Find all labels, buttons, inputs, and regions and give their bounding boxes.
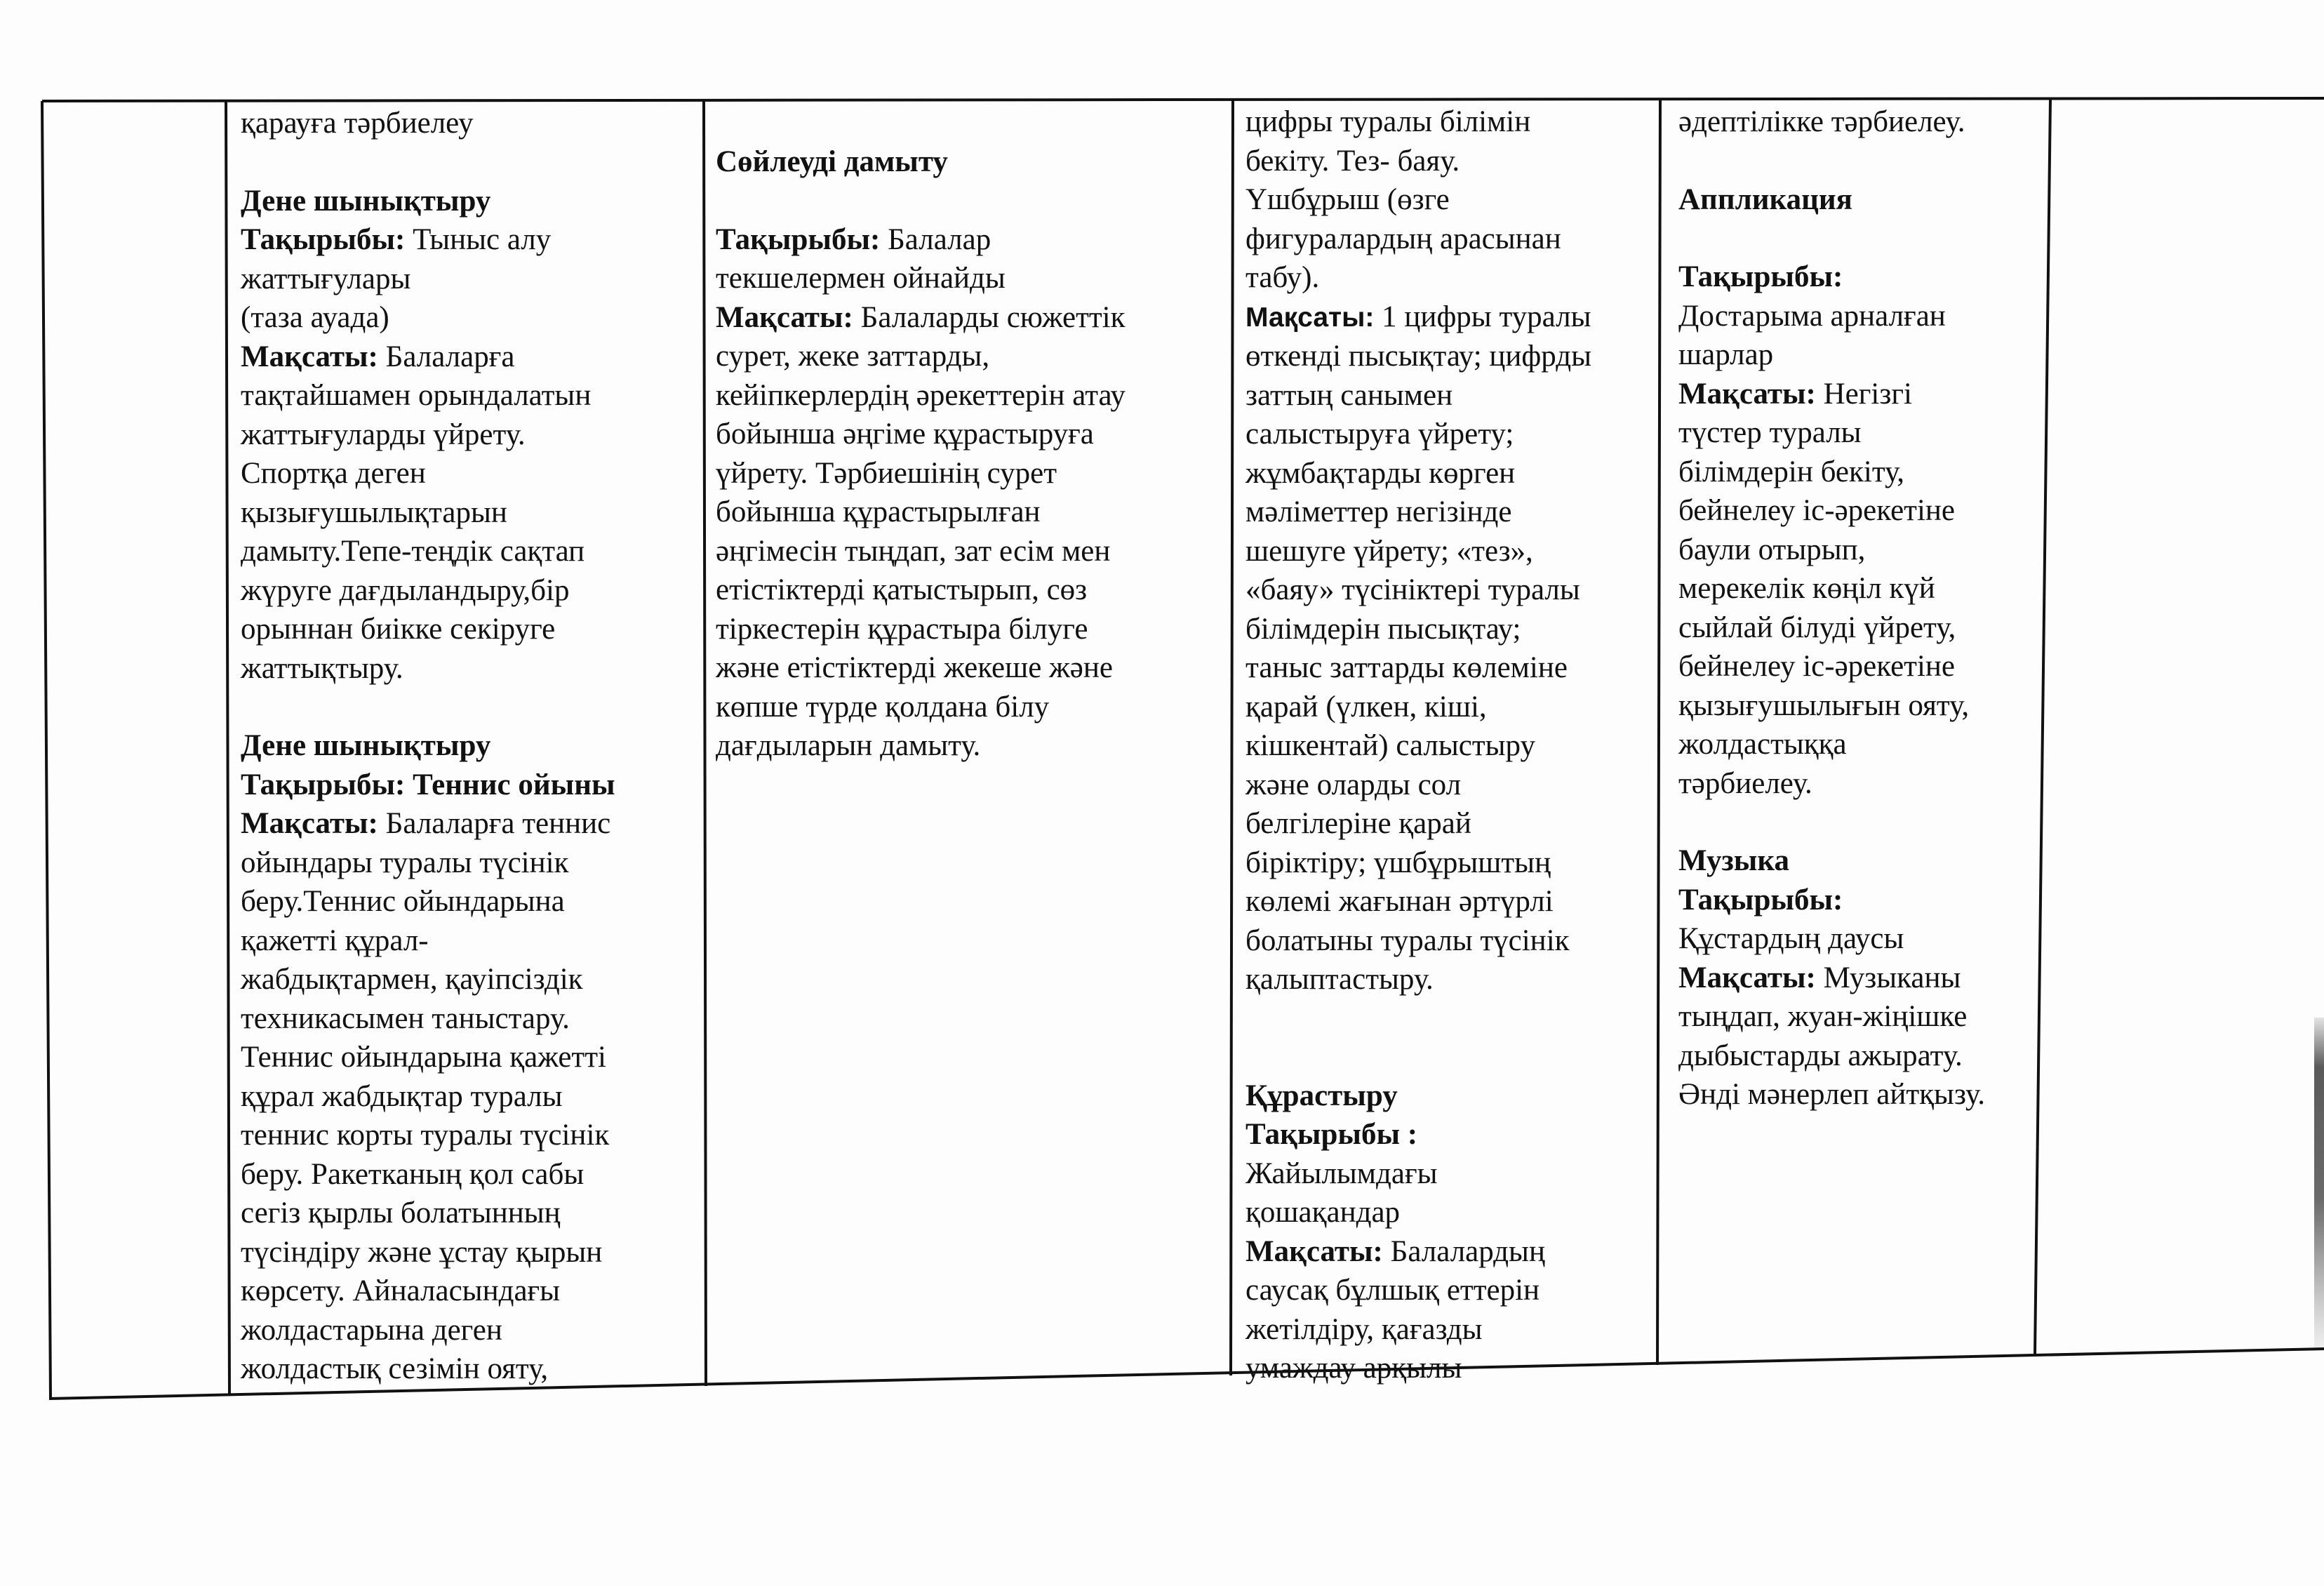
body-text: жолдастарына деген bbox=[241, 1313, 502, 1347]
body-text: текшелермен ойнайды bbox=[716, 262, 1006, 295]
body-text: сегіз қырлы болатынның bbox=[241, 1197, 561, 1230]
body-text: фигуралардың арасынан bbox=[1246, 222, 1561, 255]
bold-label: Музыка bbox=[1678, 844, 1789, 877]
text-line bbox=[716, 259, 1221, 298]
text-line bbox=[1678, 959, 2036, 998]
body-text: беру. Ракетканың қол сабы bbox=[241, 1157, 585, 1191]
body-text: бейнелеу іс-әрекетіне bbox=[1678, 650, 1955, 683]
body-text: қажетті құрал- bbox=[241, 924, 429, 957]
text-line bbox=[241, 804, 697, 844]
body-text: жаттығуларды үйрету. bbox=[241, 418, 526, 451]
body-text: теннис корты туралы түсінік bbox=[241, 1119, 610, 1152]
text-line bbox=[716, 610, 1221, 649]
bold-label: Тақырыбы: bbox=[1678, 260, 1843, 293]
body-text: Балаларды сюжеттік bbox=[853, 300, 1126, 334]
table-top-border bbox=[42, 98, 2324, 101]
column-divider-1 bbox=[226, 101, 229, 1395]
body-text: саусақ бұлшық еттерін bbox=[1246, 1274, 1540, 1307]
text-line bbox=[1246, 844, 1652, 883]
text-line bbox=[241, 532, 697, 571]
body-text: таныс заттарды көлеміне bbox=[1246, 651, 1568, 684]
text-line bbox=[1678, 297, 2036, 336]
bold-label: Мақсаты: bbox=[1246, 1234, 1383, 1268]
bold-label: Мақсаты: bbox=[1678, 377, 1816, 411]
body-text: жаттығулары bbox=[241, 262, 411, 295]
body-text: беру.Теннис ойындарына bbox=[241, 885, 565, 918]
body-text: әңгімесін тыңдап, зат есім мен bbox=[716, 534, 1111, 568]
text-line bbox=[1246, 766, 1652, 805]
text-line bbox=[1678, 725, 2036, 764]
body-text: білімдерін бекіту, bbox=[1678, 455, 1905, 488]
text-line bbox=[716, 142, 1221, 182]
body-text: кейіпкерлердің әрекеттерін атау bbox=[716, 378, 1126, 412]
text-line bbox=[1246, 1349, 1652, 1388]
text-line bbox=[1246, 258, 1652, 298]
text-line bbox=[1678, 413, 2036, 453]
body-text: жолдастыққа bbox=[1678, 728, 1847, 761]
body-text: баули отырып, bbox=[1678, 533, 1866, 566]
body-text: көлемі жағынан әртүрлі bbox=[1246, 885, 1554, 918]
body-text: кішкентай) салыстыру bbox=[1246, 729, 1535, 762]
text-line bbox=[241, 999, 697, 1039]
text-line bbox=[241, 1077, 697, 1117]
text-line bbox=[1246, 610, 1652, 649]
body-text: Балалардың bbox=[1382, 1234, 1545, 1268]
body-text: Достарыма арналған bbox=[1678, 299, 1946, 333]
body-text: Балаларға теннис bbox=[378, 807, 611, 840]
body-text: Теннис ойындарына қажетті bbox=[241, 1041, 606, 1074]
table-cell-col2 bbox=[241, 104, 697, 1389]
bold-label: Мақсаты: bbox=[1246, 302, 1375, 333]
body-text: бойынша әңгіме құрастыруға bbox=[716, 418, 1094, 451]
column-divider-3 bbox=[1231, 100, 1233, 1375]
body-text: заттың санымен bbox=[1246, 378, 1453, 412]
body-text: үйрету. Тәрбиешінің сурет bbox=[716, 456, 1057, 490]
body-text: Спортқа деген bbox=[241, 457, 426, 490]
body-text: көрсету. Айналасындағы bbox=[241, 1274, 561, 1307]
body-text: етістіктерді қатыстырып, сөз bbox=[716, 573, 1088, 606]
body-text: сурет, жеке заттарды, bbox=[716, 340, 990, 373]
body-text: көпше түрде қолдана білу bbox=[716, 690, 1050, 724]
text-line bbox=[1678, 686, 2036, 726]
text-line bbox=[241, 649, 697, 688]
body-text: қызығушылықтарын bbox=[241, 495, 507, 529]
body-text: сыйлай білуді үйрету, bbox=[1678, 611, 1956, 644]
text-line bbox=[1678, 881, 2036, 920]
text-line bbox=[716, 337, 1221, 376]
body-text: және оларды сол bbox=[1246, 768, 1462, 801]
text-line bbox=[241, 1038, 697, 1077]
text-line bbox=[241, 104, 697, 143]
text-line bbox=[1246, 298, 1652, 338]
text-line bbox=[1246, 415, 1652, 454]
body-text: Негізгі bbox=[1815, 377, 1912, 411]
text-line bbox=[1246, 532, 1652, 571]
text-line bbox=[241, 220, 697, 260]
text-line bbox=[1678, 764, 2036, 804]
body-text: жүруге дағдыландыру,бір bbox=[241, 573, 570, 607]
text-line bbox=[241, 454, 697, 493]
table-left-border bbox=[42, 101, 51, 1399]
text-line bbox=[1678, 258, 2036, 297]
blank-line bbox=[241, 688, 697, 726]
body-text: қошақандар bbox=[1246, 1196, 1401, 1229]
column-divider-4 bbox=[1657, 99, 1660, 1365]
text-line bbox=[241, 182, 697, 221]
body-text: табу). bbox=[1246, 261, 1320, 294]
text-line bbox=[716, 298, 1221, 338]
body-text: қалыптастыру. bbox=[1246, 963, 1434, 996]
text-line bbox=[241, 960, 697, 999]
text-line bbox=[1246, 1310, 1652, 1350]
text-line bbox=[241, 415, 697, 455]
body-text: жұмбақтарды көрген bbox=[1246, 456, 1516, 490]
body-text: ойындары туралы түсінік bbox=[241, 846, 569, 879]
blank-line bbox=[1678, 219, 2036, 258]
text-line bbox=[241, 882, 697, 921]
table-cell-col5 bbox=[1678, 102, 2036, 1114]
text-line bbox=[241, 571, 697, 611]
body-text: түстер туралы bbox=[1678, 416, 1862, 449]
body-text: дағдыларын дамыту. bbox=[716, 729, 981, 762]
body-text: және етістіктерді жекеше және bbox=[716, 651, 1113, 684]
blank-line bbox=[1246, 999, 1652, 1038]
text-line bbox=[1246, 180, 1652, 220]
body-text: білімдерін пысықтау; bbox=[1246, 612, 1521, 646]
body-text: қызығушылығын ояту, bbox=[1678, 688, 1970, 722]
text-line bbox=[1246, 921, 1652, 961]
body-text: мәліметтер негізінде bbox=[1246, 495, 1512, 528]
body-text: 1 цифры туралы bbox=[1374, 300, 1591, 333]
blank-line bbox=[716, 182, 1221, 220]
bold-label: Сөйлеуді дамыту bbox=[716, 145, 948, 178]
body-text: бейнелеу іс-әрекетіне bbox=[1678, 494, 1955, 527]
text-line bbox=[1678, 453, 2036, 492]
text-line bbox=[1678, 375, 2036, 414]
bold-label: Дене шынықтыру bbox=[241, 729, 491, 762]
body-text: Музыканы bbox=[1815, 961, 1961, 994]
body-text: тыңдап, жуан-жіңішке bbox=[1678, 1000, 1968, 1033]
body-text: тақтайшамен орындалатын bbox=[241, 379, 592, 412]
blank-line bbox=[716, 104, 1221, 142]
text-line bbox=[1246, 1077, 1652, 1116]
body-text: құрал жабдықтар туралы bbox=[241, 1079, 563, 1113]
text-line bbox=[1246, 804, 1652, 844]
text-line bbox=[241, 376, 697, 415]
column-divider-2 bbox=[704, 100, 706, 1386]
text-line bbox=[1678, 919, 2036, 959]
text-line bbox=[1678, 841, 2036, 881]
text-line bbox=[1246, 493, 1652, 532]
text-line bbox=[1246, 337, 1652, 376]
body-text: Үшбұрыш (өзге bbox=[1246, 183, 1450, 216]
body-text: тәрбиелеу. bbox=[1678, 766, 1812, 800]
text-line bbox=[1678, 608, 2036, 648]
body-text: Балаларға bbox=[378, 340, 515, 373]
text-line bbox=[1678, 491, 2036, 531]
text-line bbox=[1246, 648, 1652, 688]
body-text: белгілеріне қарай bbox=[1246, 807, 1471, 840]
text-line bbox=[1678, 647, 2036, 686]
body-text: Әнді мәнерлеп айтқызу. bbox=[1678, 1078, 1985, 1111]
text-line bbox=[1246, 688, 1652, 727]
text-line bbox=[241, 726, 697, 766]
text-line bbox=[1678, 1037, 2036, 1076]
text-line bbox=[1246, 1193, 1652, 1232]
body-text: шешуге үйрету; «тез», bbox=[1246, 534, 1533, 568]
text-line bbox=[716, 571, 1221, 610]
bold-label: Тақырыбы: bbox=[716, 222, 881, 256]
bold-label: Мақсаты: bbox=[1678, 961, 1816, 994]
text-line bbox=[716, 220, 1221, 260]
body-text: орыннан биікке секіруге bbox=[241, 613, 556, 646]
body-text: мерекелік көңіл күй bbox=[1678, 572, 1935, 605]
text-line bbox=[241, 260, 697, 299]
text-line bbox=[716, 415, 1221, 454]
body-text: салыстыруға үйрету; bbox=[1246, 418, 1514, 451]
body-text: тіркестерін құрастыра білуге bbox=[716, 612, 1088, 646]
body-text: өткенді пысықтау; цифрды bbox=[1246, 340, 1591, 373]
text-line bbox=[241, 1272, 697, 1311]
bold-label: Аппликация bbox=[1678, 182, 1852, 216]
text-line bbox=[241, 610, 697, 649]
body-text: болатыны туралы түсінік bbox=[1246, 924, 1570, 957]
body-text: бойынша құрастырылған bbox=[716, 495, 1041, 528]
text-line bbox=[716, 376, 1221, 415]
body-text: техникасымен таныстару. bbox=[241, 1001, 570, 1035]
text-line bbox=[716, 726, 1221, 766]
text-line bbox=[716, 532, 1221, 571]
body-text: Балалар bbox=[880, 222, 991, 256]
scan-shadow bbox=[2314, 1018, 2324, 1347]
text-line bbox=[1246, 726, 1652, 766]
body-text: жаттықтыру. bbox=[241, 651, 403, 685]
text-line bbox=[1246, 454, 1652, 493]
text-line bbox=[241, 1155, 697, 1194]
text-line bbox=[1246, 882, 1652, 921]
body-text: (таза ауада) bbox=[241, 301, 389, 334]
text-line bbox=[1246, 1232, 1652, 1272]
blank-line bbox=[241, 143, 697, 182]
text-line bbox=[716, 454, 1221, 493]
text-line bbox=[1678, 997, 2036, 1037]
body-text: жабдықтармен, қауіпсіздік bbox=[241, 963, 583, 996]
body-text: шарлар bbox=[1678, 338, 1774, 371]
bold-label: Мақсаты: bbox=[716, 300, 853, 334]
text-line bbox=[1246, 220, 1652, 259]
text-line bbox=[1246, 1115, 1652, 1154]
text-line bbox=[1678, 335, 2036, 375]
bold-label: Тақырыбы: bbox=[241, 223, 406, 256]
bold-label: Мақсаты: bbox=[241, 807, 378, 840]
text-line bbox=[241, 1194, 697, 1233]
body-text: бекіту. Тез- баяу. bbox=[1246, 144, 1460, 178]
text-line bbox=[1246, 102, 1652, 142]
body-text: қарай (үлкен, кіші, bbox=[1246, 690, 1487, 724]
body-text: Құстардың даусы bbox=[1678, 922, 1904, 955]
text-line bbox=[1246, 1154, 1652, 1194]
text-line bbox=[241, 766, 697, 805]
body-text: «баяу» түсініктері туралы bbox=[1246, 573, 1580, 606]
bold-label: Тақырыбы: Теннис ойыны bbox=[241, 768, 615, 801]
body-text: цифры туралы білімін bbox=[1246, 105, 1531, 138]
text-line bbox=[241, 338, 697, 377]
text-line bbox=[716, 493, 1221, 532]
bold-label: Тақырыбы : bbox=[1246, 1118, 1418, 1151]
text-line bbox=[1678, 1075, 2036, 1114]
text-line bbox=[1246, 376, 1652, 415]
text-line bbox=[1246, 1271, 1652, 1310]
text-line bbox=[1246, 571, 1652, 610]
column-divider-5 bbox=[2035, 99, 2050, 1355]
text-line bbox=[1678, 102, 2036, 142]
text-line bbox=[716, 688, 1221, 727]
text-line bbox=[241, 1311, 697, 1350]
text-line bbox=[241, 844, 697, 883]
text-line bbox=[241, 493, 697, 533]
text-line bbox=[1678, 531, 2036, 570]
text-line bbox=[241, 1233, 697, 1272]
table-cell-col3 bbox=[716, 104, 1221, 766]
body-text: умаждау арқылы bbox=[1246, 1352, 1462, 1385]
text-line bbox=[716, 648, 1221, 688]
bold-label: Құрастыру bbox=[1246, 1079, 1398, 1112]
table-cell-col4 bbox=[1246, 102, 1652, 1388]
body-text: дыбыстарды ажырату. bbox=[1678, 1039, 1963, 1072]
body-text: әдептілікке тәрбиелеу. bbox=[1678, 105, 1965, 138]
bold-label: Дене шынықтыру bbox=[241, 184, 491, 218]
body-text: қарауға тәрбиелеу bbox=[241, 107, 474, 140]
body-text: жетілдіру, қағазды bbox=[1246, 1312, 1483, 1346]
text-line bbox=[241, 1116, 697, 1155]
text-line bbox=[1246, 960, 1652, 999]
body-text: Жайылымдағы bbox=[1246, 1157, 1438, 1190]
text-line bbox=[1678, 569, 2036, 608]
body-text: дамыту.Тепе-теңдік сақтап bbox=[241, 535, 585, 568]
text-line bbox=[1246, 142, 1652, 181]
body-text: Тыныс алу bbox=[405, 223, 552, 256]
text-line bbox=[241, 921, 697, 961]
blank-line bbox=[1246, 1038, 1652, 1077]
text-line bbox=[241, 298, 697, 338]
body-text: түсіндіру және ұстау қырын bbox=[241, 1235, 603, 1269]
bold-label: Мақсаты: bbox=[241, 340, 378, 373]
blank-line bbox=[1678, 803, 2036, 841]
body-text: жолдастық сезімін ояту, bbox=[241, 1352, 549, 1385]
bold-label: Тақырыбы: bbox=[1678, 883, 1843, 917]
text-line bbox=[241, 1350, 697, 1389]
blank-line bbox=[1678, 142, 2036, 180]
body-text: біріктіру; үшбұрыштың bbox=[1246, 846, 1551, 879]
text-line bbox=[1678, 180, 2036, 220]
